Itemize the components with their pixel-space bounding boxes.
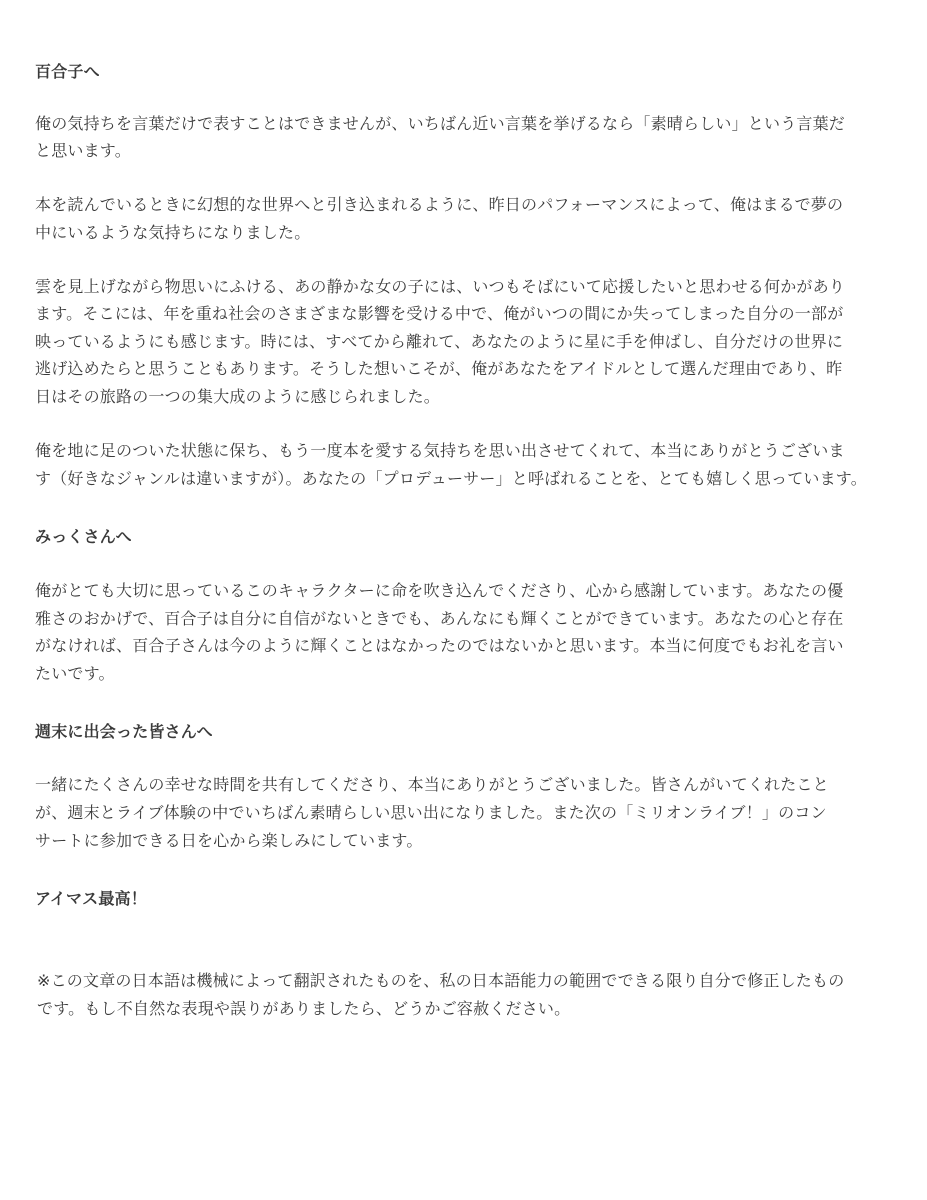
paragraph-6-line-3: サートに参加できる日を心から楽しみにしています。 [35, 831, 423, 850]
paragraph-5-line-3: がなければ、百合子さんは今のように輝くことはなかったのではないかと思います。本当に何度でもお礼を言い [35, 636, 844, 655]
paragraph-3-line-3: 映っているようにも感じます。時には、すべてから離れて、あなたのように星に手を伸ばし、自分だけの世界に [35, 332, 844, 351]
closing-line: アイマス最高！ [35, 889, 147, 908]
paragraph-6-line-2: が、週末とライブ体験の中でいちばん素晴らしい思い出になりました。また次の「ミリオンライブ！」のコン [35, 803, 827, 822]
paragraph-2-line-2: 中にいるような気持ちになりました。 [35, 223, 311, 242]
paragraph-6-line-1: 一緒にたくさんの幸せな時間を共有してくださり、本当にありがとうございました。皆さんがいてくれたこと [35, 775, 829, 794]
paragraph-3-line-5: 日はその旅路の一つの集大成のように感じられました。 [35, 387, 441, 406]
paragraph-5-line-1: 俺がとても大切に思っているこのキャラクターに命を吹き込んでくださり、心から感謝しています。あなたの優 [35, 581, 844, 600]
translation-note-line-2: です。もし不自然な表現や誤りがありましたら、どうかご容赦ください。 [37, 999, 571, 1018]
paragraph-2-line-1: 本を読んでいるときに幻想的な世界へと引き込まれるように、昨日のパフォーマンスによって、俺はまるで夢の [35, 195, 844, 214]
heading-to-mikku: みっくさんへ [35, 527, 132, 546]
paragraph-1-line-1: 俺の気持ちを言葉だけで表すことはできませんが、いちばん近い言葉を挙げるなら「素晴らしい」という言葉だ [35, 114, 846, 133]
paragraph-3-line-4: 逃げ込めたらと思うこともあります。そうした想いこそが、俺があなたをアイドルとして選んだ理由であり、昨 [35, 359, 843, 378]
paragraph-1-line-2: と思います。 [35, 141, 131, 160]
paragraph-3-line-2: ます。そこには、年を重ね社会のさまざまな影響を受ける中で、俺がいつの間にか失ってしまった自分の一部が [35, 304, 844, 323]
paragraph-4-line-2: す（好きなジャンルは違いますが）。あなたの「プロデューサー」と呼ばれることを、とても嬉しく思っています。 [35, 469, 867, 488]
paragraph-5-line-4: たいです。 [35, 664, 115, 683]
paragraph-4-line-1: 俺を地に足のついた状態に保ち、もう一度本を愛する気持ちを思い出させてくれて、本当にありがとうございま [35, 441, 845, 460]
paragraph-3-line-1: 雲を見上げながら物思いにふける、あの静かな女の子には、いつもそばにいて応援したいと思わせる何かがあり [35, 277, 846, 296]
paragraph-5-line-2: 雅さのおかげで、百合子は自分に自信がないときでも、あんなにも輝くことができています。あなたの心と存在 [35, 609, 844, 628]
heading-to-weekend-attendees: 週末に出会った皆さんへ [35, 722, 213, 741]
translation-note-line-1: ※この文章の日本語は機械によって翻訳されたものを、私の日本語能力の範囲でできる限り自分で修正したもの [37, 971, 845, 990]
heading-to-yuriko: 百合子へ [35, 62, 100, 81]
